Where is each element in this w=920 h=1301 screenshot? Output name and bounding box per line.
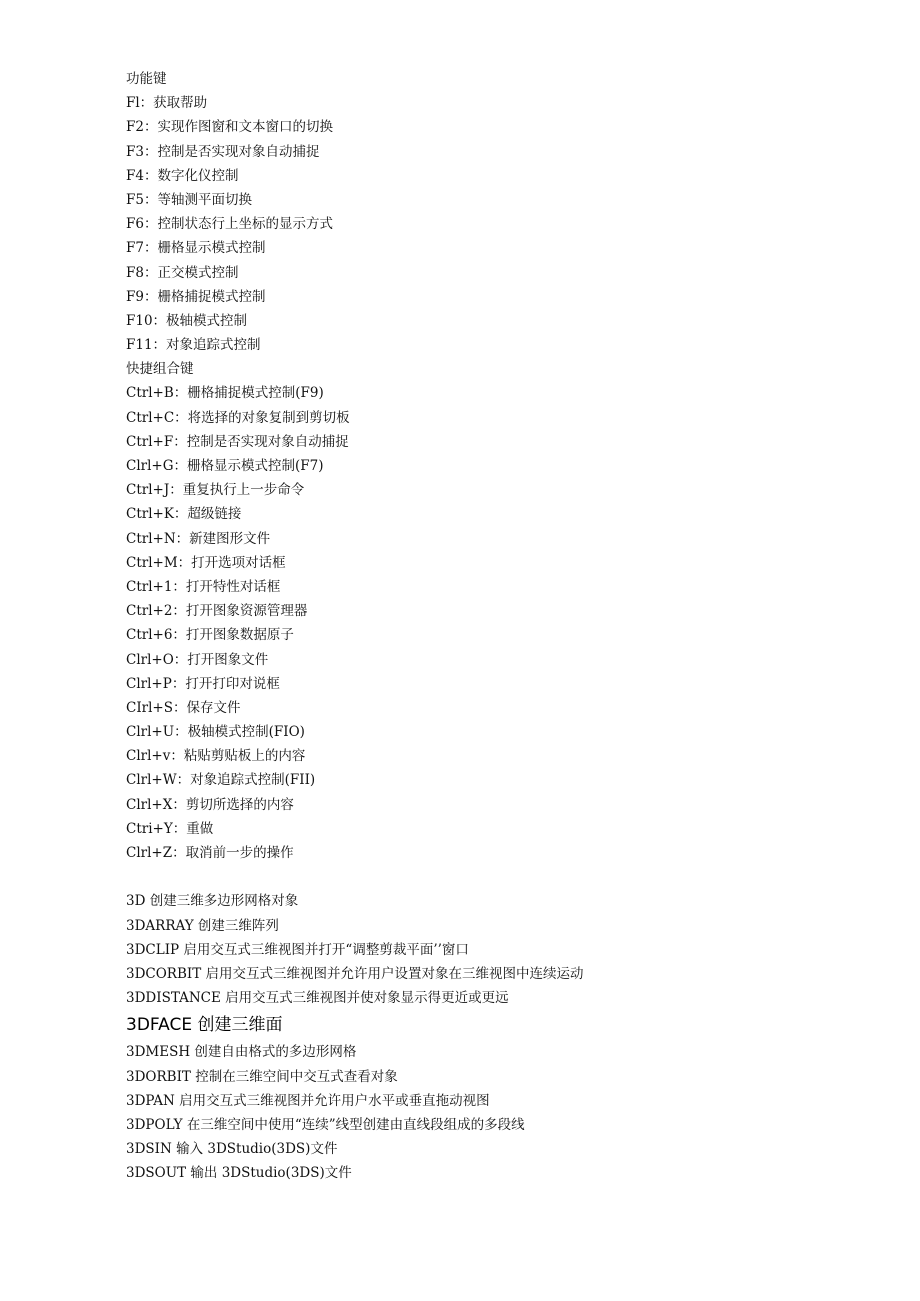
function-key-item: F8：正交模式控制 (126, 264, 239, 281)
shortcut-item: Ctrl+N：新建图形文件 (126, 530, 271, 547)
function-key-item: F11：对象追踪式控制 (126, 337, 261, 354)
function-key-item: F5：等轴测平面切换 (126, 191, 252, 208)
shortcut-item: Ctri+Y：重做 (126, 820, 214, 837)
shortcut-keys-heading: 快捷组合键 (126, 361, 194, 378)
shortcut-item: Ctrl+2：打开图象资源管理器 (126, 603, 308, 620)
function-key-item: Fl：获取帮助 (126, 95, 208, 112)
command-item: 3DSIN 输入 3DStudio(3DS)文件 (126, 1141, 338, 1158)
shortcut-item: Ctrl+K：超级链接 (126, 506, 242, 523)
shortcut-item: Clrl+X：剪切所选择的内容 (126, 796, 294, 813)
function-key-item: F2：实现作图窗和文本窗口的切换 (126, 119, 333, 136)
shortcut-item: Ctrl+6：打开图象数据原子 (126, 627, 294, 644)
command-item: 3DORBIT 控制在三维空间中交互式查看对象 (126, 1068, 398, 1085)
shortcut-item: Clrl+W：对象追踪式控制(FII) (126, 772, 316, 789)
shortcut-item: Clrl+O：打开图象文件 (126, 651, 269, 668)
command-item: 3DDISTANCE 启用交互式三维视图并使对象显示得更近或更远 (126, 990, 509, 1007)
shortcut-item: Clrl+U：极轴模式控制(FIO) (126, 724, 305, 741)
command-item-highlight: 3DFACE 创建三维面 (126, 1015, 283, 1036)
command-item: 3DCLIP 启用交互式三维视图并打开“调整剪裁平面’’窗口 (126, 941, 469, 958)
shortcut-item: Ctrl+J：重复执行上一步命令 (126, 482, 305, 499)
command-item: 3DPAN 启用交互式三维视图并允许用户水平或垂直拖动视图 (126, 1092, 490, 1109)
shortcut-item: Clrl+P：打开打印对说框 (126, 675, 280, 692)
command-item: 3DCORBIT 启用交互式三维视图并允许用户设置对象在三维视图中连续运动 (126, 965, 584, 982)
shortcut-item: CIrl+S：保存文件 (126, 699, 241, 716)
shortcut-item: Ctrl+M：打开选项对话框 (126, 554, 286, 571)
shortcut-item: Clrl+Z：取消前一步的操作 (126, 845, 294, 861)
command-item: 3DARRAY 创建三维阵列 (126, 917, 279, 934)
function-key-item: F10：极轴模式控制 (126, 312, 248, 329)
document-body (126, 67, 886, 1185)
command-item: 3D 创建三维多边形网格对象 (126, 893, 299, 910)
command-item: 3DSOUT 输出 3DStudio(3DS)文件 (126, 1165, 352, 1182)
function-key-item: F9：栅格捕捉模式控制 (126, 288, 266, 305)
shortcut-item: Clrl+G：栅格显示模式控制(F7) (126, 458, 324, 474)
function-key-item: F3：控制是否实现对象自动捕捉 (126, 143, 320, 160)
command-item: 3DMESH 创建自由格式的多边形网格 (126, 1044, 357, 1061)
function-key-item: F6：控制状态行上坐标的显示方式 (126, 216, 333, 233)
function-key-item: F7：栅格显示模式控制 (126, 240, 266, 257)
shortcut-item: Ctrl+F：控制是否实现对象自动捕捉 (126, 433, 349, 450)
shortcut-item: Clrl+v：粘贴剪贴板上的内容 (126, 748, 306, 765)
command-item: 3DPOLY 在三维空间中使用“连续”线型创建由直线段组成的多段线 (126, 1116, 525, 1133)
shortcut-item: Ctrl+1：打开特性对话框 (126, 578, 281, 595)
shortcut-item: Ctrl+B：栅格捕捉模式控制(F9) (126, 385, 324, 402)
blank-line (126, 865, 886, 889)
function-key-item: F4：数字化仪控制 (126, 167, 239, 184)
shortcut-item: Ctrl+C：将选择的对象复制到剪切板 (126, 409, 350, 426)
function-keys-heading: 功能键 (126, 71, 167, 87)
